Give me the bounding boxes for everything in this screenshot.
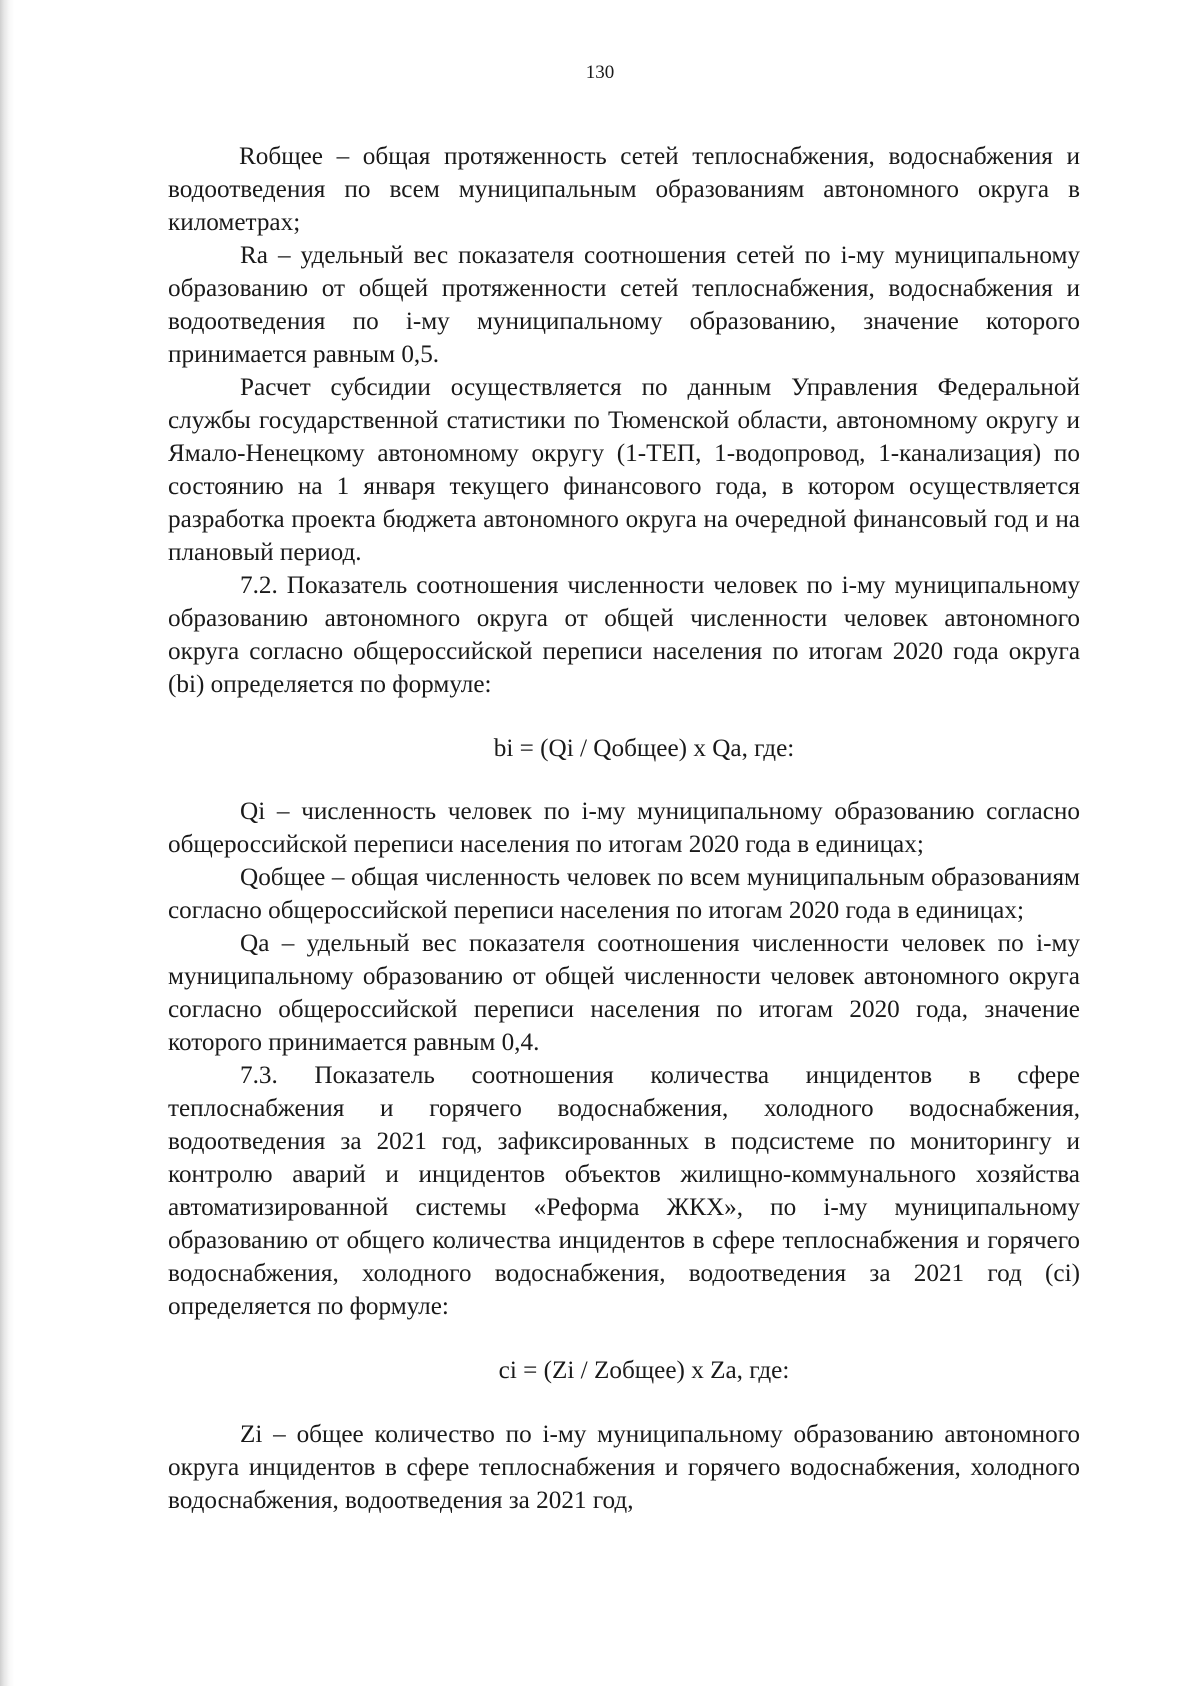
document-body <box>168 140 1080 1517</box>
paragraph-q-total-definition: Qобщее – общая численность человек по всем муниципальным образованиям согласно общероссийской переписи населения по итогам 2020 года в единицах; <box>168 864 1080 924</box>
paragraph-qa-definition: Qa – удельный вес показателя соотношения численности человек по i-му муниципальному образованию от общей численности человек автономного округа согласно общероссийской переписи населения по итогам 2020 года, значение которого принимается равным 0,4. <box>168 930 1080 1056</box>
paragraph-qi-definition: Qi – численность человек по i-му муниципальному образованию согласно общероссийской переписи населения по итогам 2020 года в единицах; <box>168 798 1080 858</box>
paragraph-section-7-2: 7.2. Показатель соотношения численности человек по i-му муниципальному образованию автономного округа от общей численности человек автономного округа согласно общероссийской переписи населения по итогам 2020 года округа (bi) определяется по формуле: <box>168 572 1080 698</box>
paragraph-section-7-3: 7.3. Показатель соотношения количества инцидентов в сфере теплоснабжения и горячего водоснабжения, холодного водоснабжения, водоотведения за 2021 год, зафиксированных в подсистеме по мониторингу и контролю аварий и инцидентов объектов жилищно-коммунального хозяйства автоматизированной системы «Реформа ЖКХ», по i-му муниципальному образованию от общего количества инцидентов в сфере теплоснабжения и горячего водоснабжения, холодного водоснабжения, водоотведения за 2021 год (ci) определяется по формуле: <box>168 1062 1080 1320</box>
formula-bi: bi = (Qi / Qобщее) x Qa, где: <box>493 735 795 762</box>
formula-ci: ci = (Zi / Zобщее) x Za, где: <box>498 1357 790 1384</box>
scan-edge-shadow <box>0 0 14 1686</box>
paragraph-subsidy-calculation: Расчет субсидии осуществляется по данным Управления Федеральной службы государственной статистики по Тюменской области, автономному округу и Ямало-Ненецкому автономному округу (1-ТЕП, 1-водопровод, 1-канализация) по состоянию на 1 января текущего финансового года, в котором осуществляется разработка проекта бюджета автономного округа на очередной финансовый год и на плановый период. <box>168 374 1080 566</box>
paragraph-r-total-definition: Rобщее – общая протяженность сетей теплоснабжения, водоснабжения и водоотведения по всем муниципальным образованиям автономного округа в километрах; <box>168 143 1080 236</box>
page-number: 130 <box>585 62 615 83</box>
paragraph-zi-definition: Zi – общее количество по i-му муниципальному образованию автономного округа инцидентов в сфере теплоснабжения и горячего водоснабжения, холодного водоснабжения, водоотведения за 2021 год, <box>168 1421 1080 1514</box>
paragraph-ra-definition: Ra – удельный вес показателя соотношения сетей по i-му муниципальному образованию от общей протяженности сетей теплоснабжения, водоснабжения и водоотведения по i-му муниципальному образованию, значение которого принимается равным 0,5. <box>168 242 1080 368</box>
